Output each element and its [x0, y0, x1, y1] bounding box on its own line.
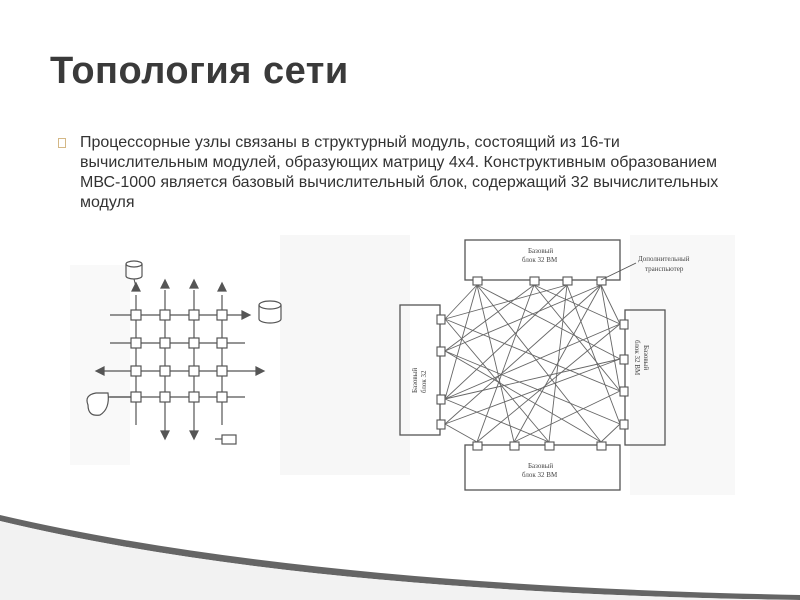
- arrow-up-icon: [190, 280, 198, 288]
- matrix-node: [131, 310, 141, 320]
- bullet-square-icon: [58, 138, 66, 148]
- disk-cylinder-icon: [259, 301, 281, 323]
- arrow-down-icon: [161, 431, 169, 439]
- matrix-node: [217, 392, 227, 402]
- interconnect-links: [445, 285, 620, 442]
- matrix-node: [189, 366, 199, 376]
- block-right-label-2: блок 32 ВМ: [633, 340, 641, 376]
- matrix-node: [131, 366, 141, 376]
- block-bottom-label-2: блок 32 ВМ: [522, 471, 558, 479]
- matrix-node: [189, 338, 199, 348]
- bullet-item: [58, 133, 738, 213]
- arrow-up-icon: [218, 283, 226, 291]
- network-topology-figure: [70, 225, 740, 505]
- matrix-nodes: [131, 310, 227, 402]
- slide-title: Топология сети: [50, 50, 349, 92]
- printer-device-icon: [222, 435, 236, 444]
- matrix-node: [189, 310, 199, 320]
- topology-svg: [70, 225, 740, 505]
- arrow-right-icon: [256, 367, 264, 375]
- matrix-node: [160, 310, 170, 320]
- matrix-node: [217, 310, 227, 320]
- bullet-text: Процессорные узлы связаны в структурный модуль, состоящий из 16-ти вычислительным модулей, образующих матрицу 4х4. Конструктивным образованием МВС-1000 является базовый вычислительный блок, содержащий 32 вычислительных модуля: [80, 134, 719, 211]
- matrix-node: [189, 392, 199, 402]
- block-top-label-1: Базовый: [528, 247, 554, 255]
- matrix-node: [160, 366, 170, 376]
- block-left-label-1: Базовый: [411, 367, 419, 393]
- matrix-node: [160, 338, 170, 348]
- arrow-up-icon: [161, 280, 169, 288]
- matrix-node: [131, 338, 141, 348]
- matrix-node: [217, 366, 227, 376]
- block-top-label-2: блок 32 ВМ: [522, 256, 558, 264]
- arrow-down-icon: [190, 431, 198, 439]
- decorative-swoosh: [0, 515, 800, 600]
- matrix-node: [217, 338, 227, 348]
- block-left-label-2: блок 32: [420, 370, 428, 393]
- block-right-label-1: Базовый: [642, 345, 650, 371]
- matrix-node: [160, 392, 170, 402]
- extra-transputer-label-2: транспьютер: [645, 265, 684, 273]
- block-interconnect-diagram: [400, 240, 665, 490]
- matrix-node: [131, 392, 141, 402]
- extra-transputer-label-1: Дополнительный: [638, 255, 690, 263]
- arrow-right-icon: [242, 311, 250, 319]
- block-bottom-label-1: Базовый: [528, 462, 554, 470]
